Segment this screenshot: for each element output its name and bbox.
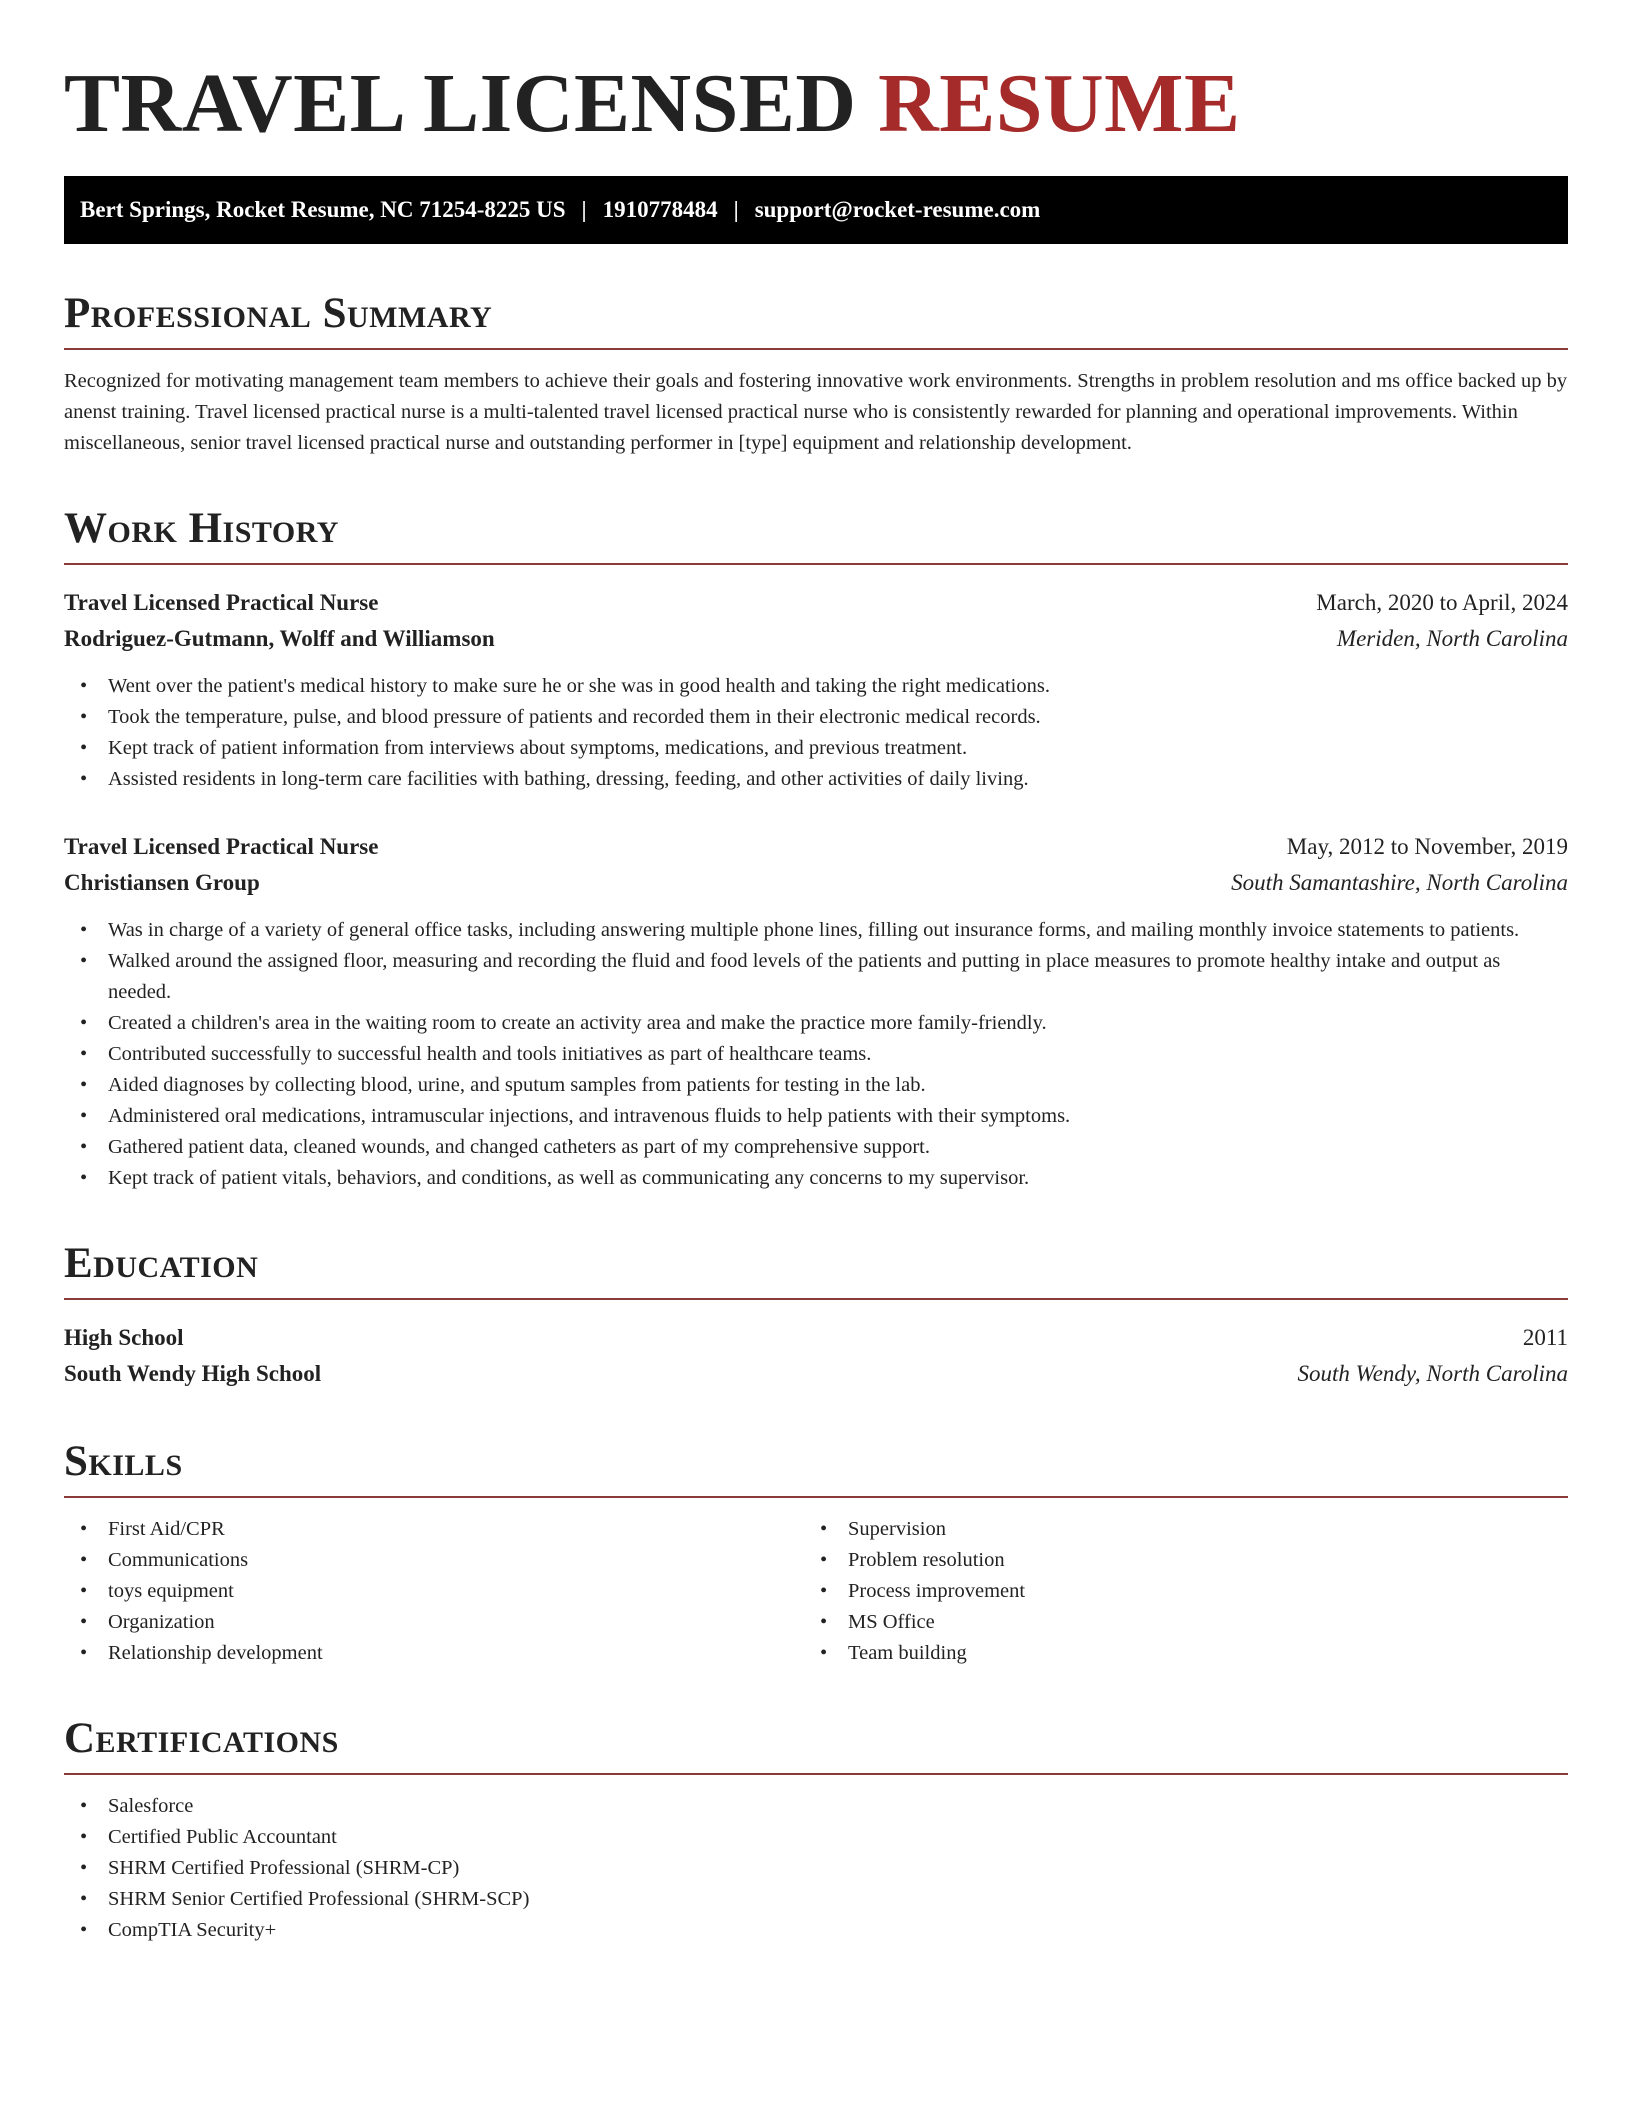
contact-address: Bert Springs, Rocket Resume, NC 71254-8225 US [80,197,566,222]
job-bullet: • Went over the patient's medical history to make sure he or she was in good health and taking the right medications. [64,671,1568,702]
job-dates: May, 2012 to November, 2019 [1286,834,1568,859]
title-accent: RESUME [878,57,1241,150]
education-school: South Wendy High School [64,1361,322,1386]
skills-list-right [804,1514,1544,1669]
job-company: Rodriguez-Gutmann, Wolff and Williamson [64,626,495,651]
job-bullet: • Gathered patient data, cleaned wounds, and changed catheters as part of my comprehensive support. [64,1132,1568,1163]
job-entry [64,829,1568,1194]
resume-title [64,56,1568,152]
resume-page [64,56,1568,1946]
certifications-section [64,1713,1568,1946]
job-dates: March, 2020 to April, 2024 [1316,590,1568,615]
section-divider [64,563,1568,565]
job-bullets [64,671,1568,795]
job-location: South Samantashire, North Carolina [1231,870,1568,895]
job-title: Travel Licensed Practical Nurse [64,590,379,615]
job-company: Christiansen Group [64,870,260,895]
summary-text: Recognized for motivating management team members to achieve their goals and fostering innovative work environments. Strengths in problem resolution and ms office backed up by anenst training. Travel licensed practical nurse is a multi-talented travel licensed practical nurse who is consistently rewarded for planning and operational improvements. Within miscellaneous, senior travel licensed practical nurse and outstanding performer in [type] equipment and relationship development. [64,370,1568,454]
job-bullet: • Contributed successfully to successful health and tools initiatives as part of healthcare teams. [64,1039,1568,1070]
certification-item: • Salesforce [64,1791,1568,1822]
skill-item: • Team building [804,1638,1544,1669]
education-degree: High School [64,1325,184,1350]
skills-columns [64,1514,1568,1669]
skill-item: • Communications [64,1545,804,1576]
section-divider [64,1496,1568,1498]
certifications-heading: Certifications [64,1715,339,1762]
skill-item: • MS Office [804,1607,1544,1638]
job-bullet: • Assisted residents in long-term care facilities with bathing, dressing, feeding, and other activities of daily living. [64,764,1568,795]
education-year: 2011 [1522,1325,1568,1350]
certification-item: • SHRM Certified Professional (SHRM-CP) [64,1853,1568,1884]
education-entry [64,1320,1568,1392]
certification-item: • CompTIA Security+ [64,1915,1568,1946]
skill-item: • Relationship development [64,1638,804,1669]
job-bullets [64,915,1568,1194]
job-bullet: • Aided diagnoses by collecting blood, urine, and sputum samples from patients for testing in the lab. [64,1070,1568,1101]
skills-section [64,1436,1568,1669]
education-heading: Education [64,1240,259,1287]
job-bullet: • Administered oral medications, intramuscular injections, and intravenous fluids to help patients with their symptoms. [64,1101,1568,1132]
summary-section [64,288,1568,459]
section-divider [64,1298,1568,1300]
skills-heading: Skills [64,1438,183,1485]
contact-email[interactable]: support@rocket-resume.com [754,197,1041,222]
contact-separator: | [733,197,739,222]
job-bullet: • Took the temperature, pulse, and blood pressure of patients and recorded them in their electronic medical records. [64,702,1568,733]
contact-separator: | [581,197,587,222]
section-divider [64,348,1568,350]
skill-item: • Organization [64,1607,804,1638]
skills-list-left [64,1514,804,1669]
skill-item: • First Aid/CPR [64,1514,804,1545]
work-history-heading: Work History [64,505,339,552]
job-bullet: • Was in charge of a variety of general office tasks, including answering multiple phone lines, filling out insurance forms, and mailing monthly invoice statements to patients. [64,915,1568,946]
job-bullet: • Kept track of patient information from interviews about symptoms, medications, and previous treatment. [64,733,1568,764]
job-bullet: • Walked around the assigned floor, measuring and recording the fluid and food levels of the patients and putting in place measures to promote healthy intake and output as needed. [64,946,1568,1008]
contact-bar [64,176,1568,244]
education-location: South Wendy, North Carolina [1297,1361,1568,1386]
work-history-section [64,503,1568,1194]
summary-heading: Professional Summary [64,290,493,337]
skill-item: • toys equipment [64,1576,804,1607]
job-entry [64,585,1568,795]
section-divider [64,1773,1568,1775]
title-main: TRAVEL LICENSED [64,57,857,150]
certification-item: • SHRM Senior Certified Professional (SHRM-SCP) [64,1884,1568,1915]
job-title: Travel Licensed Practical Nurse [64,834,379,859]
certifications-list [64,1791,1568,1946]
job-location: Meriden, North Carolina [1336,626,1568,651]
job-bullet: • Created a children's area in the waiting room to create an activity area and make the practice more family-friendly. [64,1008,1568,1039]
certification-item: • Certified Public Accountant [64,1822,1568,1853]
education-section [64,1238,1568,1392]
job-bullet: • Kept track of patient vitals, behaviors, and conditions, as well as communicating any concerns to my supervisor. [64,1163,1568,1194]
contact-phone[interactable]: 1910778484 [602,197,718,222]
skill-item: • Problem resolution [804,1545,1544,1576]
skill-item: • Supervision [804,1514,1544,1545]
skill-item: • Process improvement [804,1576,1544,1607]
